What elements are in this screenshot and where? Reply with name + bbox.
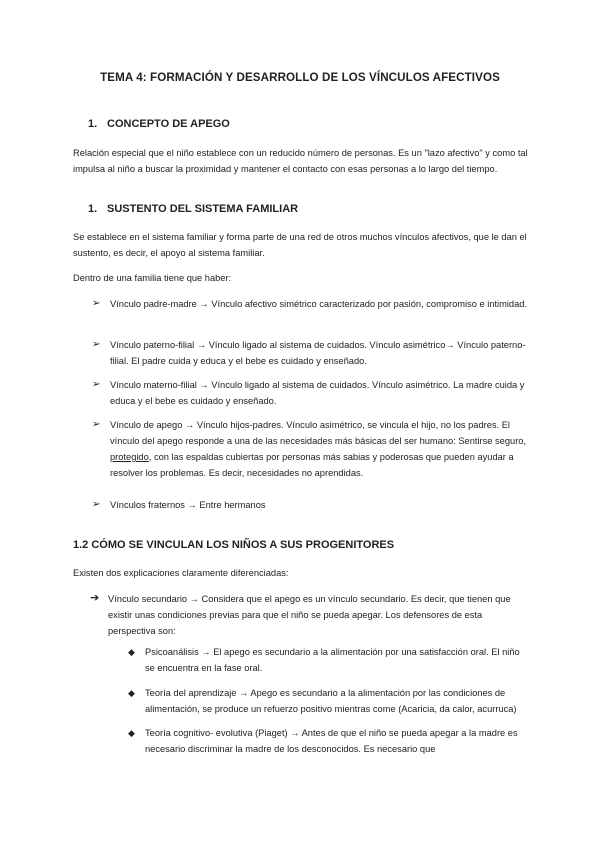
list-item-text: Vínculo secundario → Considera que el apego es un vínculo secundario. Es decir, que tienen que existir unas condiciones previas para que el niño se pueda apegar. Los defensores de esta perspectiva son: (108, 594, 511, 636)
list-item (90, 591, 530, 639)
paragraph-intro-familia: Dentro de una familia tiene que haber: (73, 273, 232, 283)
list-item-text: Vínculo paterno-filial → Vínculo ligado al sistema de cuidados. Vínculo asimétrico→ Vínculo paterno-filial. El padre cuida y educa y el bebe es cuidado y enseñado. (110, 340, 526, 366)
section-heading-concepto (88, 118, 230, 130)
diamond-bullet-icon: ◆ (128, 688, 135, 698)
list-item (92, 296, 532, 312)
list-item-text: Vínculos fraternos → Entre hermanos (110, 500, 266, 510)
bullet-arrow-icon: ➢ (92, 419, 101, 430)
section-heading-text: CONCEPTO DE APEGO (107, 118, 230, 130)
document-title: TEMA 4: FORMACIÓN Y DESARROLLO DE LOS VÍNCULOS AFECTIVOS (100, 71, 500, 84)
section-heading-sustento (88, 203, 298, 215)
sub-list-item-text: Teoría cognitivo- evolutiva (Piaget) → Antes de que el niño se pueda apegar a la madre es necesario discriminar la madre de los desconocidos. Es necesario que (145, 728, 518, 754)
apego-text-after: , con las espaldas cubiertas por personas más sabias y poderosas que pueden ayudar a resolver los problemas. Es decir, necesidades no aprendidas. (110, 452, 514, 478)
list-item (92, 377, 532, 409)
sub-list-item (128, 644, 528, 676)
diamond-bullet-icon: ◆ (128, 647, 135, 657)
section-heading-text: SUSTENTO DEL SISTEMA FAMILIAR (107, 203, 299, 215)
list-item (92, 497, 532, 513)
bullet-arrow-icon: ➔ (90, 592, 100, 604)
apego-text-before: Vínculo de apego → Vínculo hijos-padres. Vínculo asimétrico, se vincula el hijo, no los padres. El vínculo del apego responde a una de las necesidades más básicas del ser humano: Sentirse seguro, (110, 420, 527, 446)
sub-list-item-text: Teoría del aprendizaje → Apego es secundario a la alimentación por las condiciones de alimentación, se produce un refuerzo positivo mientras come (Acaricia, da calor, acurruca) (145, 688, 517, 714)
bullet-arrow-icon: ➢ (92, 379, 101, 390)
diamond-bullet-icon: ◆ (128, 728, 135, 738)
underlined-word: protegido (110, 452, 149, 462)
section-number: 1. (88, 203, 98, 215)
bullet-arrow-icon: ➢ (92, 499, 101, 510)
bullet-arrow-icon: ➢ (92, 339, 101, 350)
list-item (92, 417, 532, 481)
sub-list-item (128, 725, 528, 757)
paragraph-intro-explicaciones: Existen dos explicaciones claramente diferenciadas: (73, 568, 289, 578)
section-heading-progenitores: 1.2 CÓMO SE VINCULAN LOS NIÑOS A SUS PROGENITORES (73, 539, 395, 551)
sub-list-item-text: Psicoanálisis → El apego es secundario a la alimentación por una satisfacción oral. El niño se encuentra en la fase oral. (145, 647, 520, 673)
list-item-text: Vínculo materno-filial → Vínculo ligado al sistema de cuidados. Vínculo asimétrico. La madre cuida y educa y el bebe es cuidado y enseñado. (110, 380, 525, 406)
list-item-text: Vínculo padre-madre → Vínculo afectivo simétrico caracterizado por pasión, compromiso e intimidad. (110, 299, 527, 309)
sub-list-item (128, 685, 528, 717)
bullet-arrow-icon: ➢ (92, 298, 101, 309)
paragraph-sustento: Se establece en el sistema familiar y forma parte de una red de otros muchos vínculos afectivos, que le dan el sustento, es decir, el apoyo al sistema familiar. (73, 232, 527, 258)
section-number: 1. (88, 118, 98, 130)
list-item (92, 337, 532, 369)
paragraph-concepto: Relación especial que el niño establece con un reducido número de personas. Es un "lazo afectivo" y como tal impulsa al niño a buscar la proximidad y mantener el contacto con esas personas a lo largo del tiempo. (73, 148, 528, 174)
list-item-text (110, 417, 532, 481)
